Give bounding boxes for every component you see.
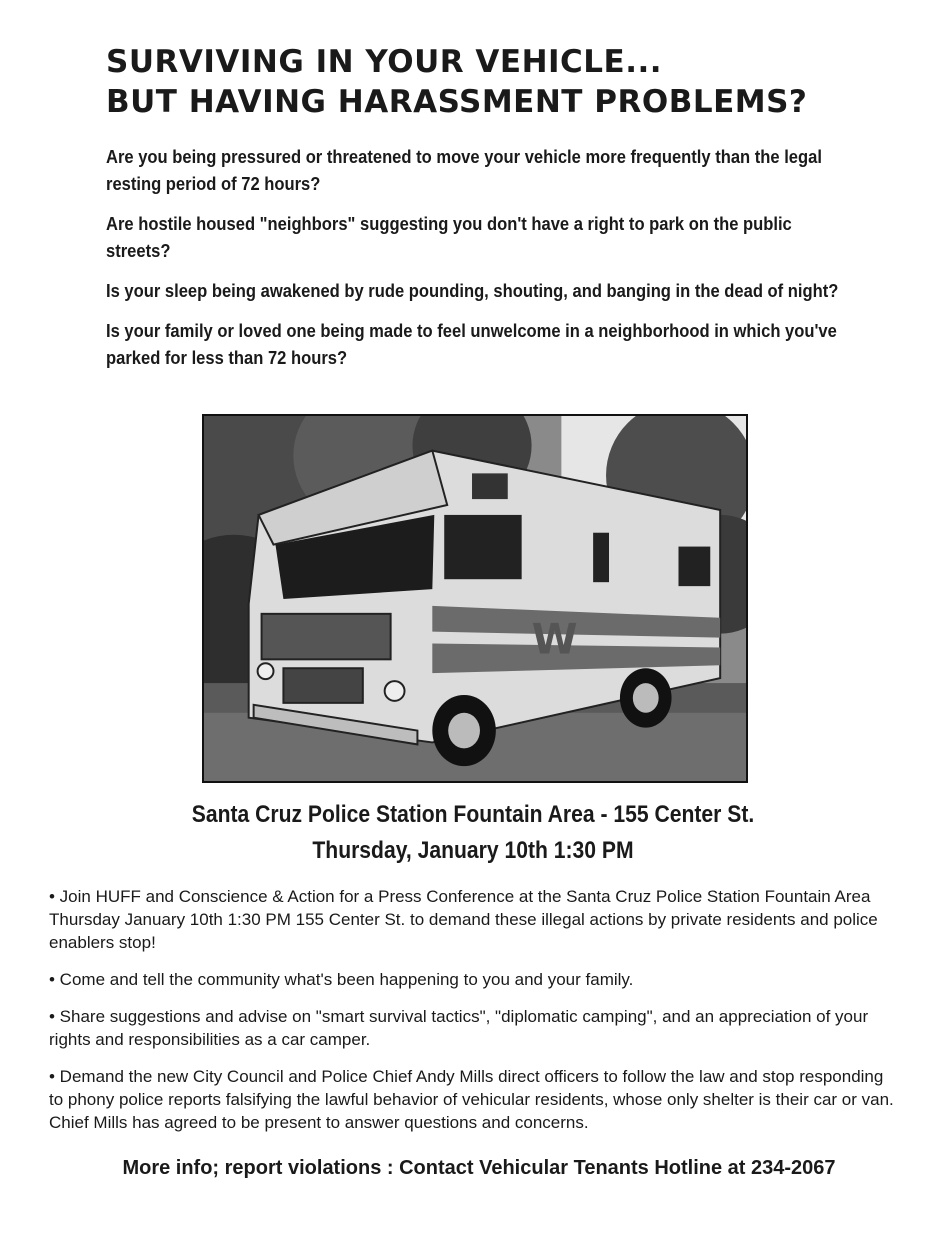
event-location: Santa Cruz Police Station Fountain Area - 155 Center St.	[191, 801, 755, 828]
rv-logo-letter: W	[531, 614, 578, 664]
headline	[106, 42, 807, 122]
bullet-list	[49, 885, 899, 1148]
event-info	[0, 797, 946, 869]
rv-illustration	[204, 416, 746, 781]
bullet-item-2: • Come and tell the community what's been happening to you and your family.	[49, 970, 634, 989]
headline-line-1: SURVIVING IN YOUR VEHICLE...	[106, 44, 663, 80]
question-4: Is your family or loved one being made to feel unwelcome in a neighborhood in which you've parked for less than 72 hours?	[106, 321, 837, 368]
bullet-item-4: • Demand the new City Council and Police Chief Andy Mills direct officers to follow the law and stop responding to phony police reports falsifying the lawful behavior of vehicular residents, whose only shelter is their car or van. Chief Mills has agreed to be present to answer questions and concerns.	[49, 1067, 894, 1132]
bullet-item-3: • Share suggestions and advise on "smart survival tactics", "diplomatic camping", and an appreciation of your rights and responsibilities as a car camper.	[49, 1007, 869, 1049]
bullet-item-1: • Join HUFF and Conscience & Action for a Press Conference at the Santa Cruz Police Station Fountain Area Thursday January 10th 1:30 PM 155 Center St. to demand these illegal actions by private residents and police enablers stop!	[49, 887, 878, 952]
footer-text: More info; report violations : Contact Vehicular Tenants Hotline at 234-2067	[122, 1157, 836, 1179]
question-3: Is your sleep being awakened by rude pounding, shouting, and banging in the dead of night?	[106, 281, 839, 301]
questions-list	[106, 144, 839, 385]
footer-contact	[0, 1157, 946, 1180]
event-datetime: Thursday, January 10th 1:30 PM	[312, 837, 634, 864]
question-1: Are you being pressured or threatened to move your vehicle more frequently than the legal resting period of 72 hours?	[106, 147, 822, 194]
headline-line-2: BUT HAVING HARASSMENT PROBLEMS?	[106, 84, 808, 120]
rv-photo	[202, 414, 748, 783]
question-2: Are hostile housed "neighbors" suggesting you don't have a right to park on the public streets?	[106, 214, 792, 261]
